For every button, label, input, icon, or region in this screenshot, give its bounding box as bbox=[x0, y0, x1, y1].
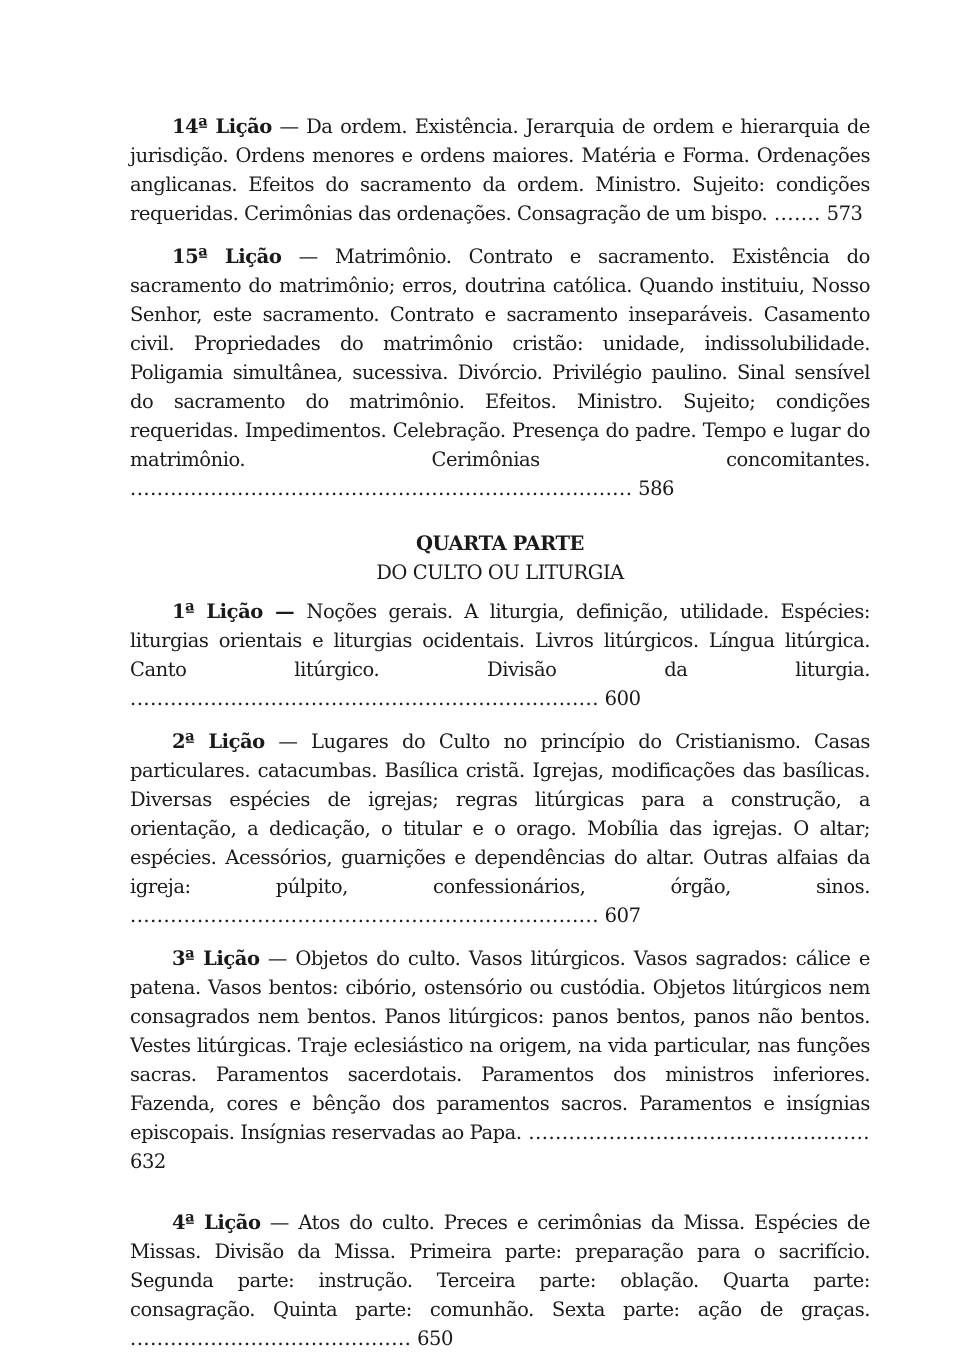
leader-dots: ...................................................................... bbox=[130, 687, 599, 710]
table-of-contents bbox=[130, 112, 870, 1367]
part-heading bbox=[130, 529, 870, 587]
leader-dots: ........................................................................... bbox=[130, 477, 633, 500]
toc-entry-15 bbox=[130, 242, 870, 503]
leader-dots: .......................................... bbox=[130, 1327, 412, 1350]
page-number: 650 bbox=[417, 1327, 453, 1350]
leader-dots: ....... bbox=[767, 202, 821, 225]
leader-dots: ...................................................................... bbox=[130, 904, 599, 927]
toc-entry-1 bbox=[130, 597, 870, 713]
lesson-text: Noções gerais. A liturgia, definição, utilidade. Espécies: liturgias orientais e liturgias ocidentais. Livros litúrgicos. Língua litúrgica. Canto litúrgico. Divisão da liturgia. bbox=[130, 600, 870, 681]
toc-entry-2 bbox=[130, 727, 870, 930]
page-number: 600 bbox=[604, 687, 641, 710]
lesson-number: 2ª Lição bbox=[172, 730, 265, 753]
lesson-text: Atos do culto. Preces e cerimônias da Missa. Espécies de Missas. Divisão da Missa. Primeira parte: preparação para o sacrifício. Segunda parte: instrução. Terceira parte: oblação. Quarta parte: consagração. Quinta parte: comunhão. Sexta parte: ação de graças. bbox=[130, 1211, 870, 1321]
lesson-number: 4ª Lição bbox=[172, 1211, 261, 1234]
lesson-dash: — bbox=[281, 245, 335, 268]
part-subtitle: DO CULTO OU LITURGIA bbox=[376, 561, 624, 584]
toc-entry-4 bbox=[130, 1208, 870, 1353]
lesson-text: Objetos do culto. Vasos litúrgicos. Vasos sagrados: cálice e patena. Vasos bentos: cibório, ostensório ou custódia. Objetos litúrgicos nem consagrados nem bentos. Panos litúrgicos: panos bentos, panos não bentos. Vestes litúrgicas. Traje eclesiástico na origem, na vida particular, nas funções sacras. Paramentos sacerdotais. Paramentos dos ministros inferiores. Fazenda, cores e bênção dos paramentos sacros. Paramentos e insígnias episcopais. Insígnias reservadas ao Papa. bbox=[130, 947, 870, 1144]
lesson-dash: — bbox=[264, 730, 312, 753]
page-number: 586 bbox=[638, 477, 675, 500]
lesson-number: 3ª Lição bbox=[172, 947, 260, 970]
lesson-text: Matrimônio. Contrato e sacramento. Existência do sacramento do matrimônio; erros, doutrina católica. Quando instituiu, Nosso Senhor, este sacramento. Contrato e sacramento inseparáveis. Casamento civil. Propriedades do matrimônio cristão: unidade, indissolubilidade. Poligamia simultânea, sucessiva. Divórcio. Privilégio paulino. Sinal sensível do sacramento do matrimônio. Efeitos. Ministro. Sujeito; condições requeridas. Impedimentos. Celebração. Presença do padre. Tempo e lugar do matrimônio. Cerimônias concomitantes. bbox=[130, 245, 870, 471]
leader-dots: ................................................... bbox=[521, 1121, 870, 1144]
lesson-number: 1ª Lição bbox=[172, 600, 263, 623]
toc-entry-14 bbox=[130, 112, 870, 228]
lesson-dash: — bbox=[260, 1211, 299, 1234]
part-title: QUARTA PARTE bbox=[416, 532, 584, 555]
lesson-text: Da ordem. Existência. Jerarquia de ordem e hierarquia de jurisdição. Ordens menores e ordens maiores. Matéria e Forma. Ordenações anglicanas. Efeitos do sacramento da ordem. Ministro. Sujeito: condições requeridas. Cerimônias das ordenações. Consagração de um bispo. bbox=[130, 115, 870, 225]
page-number: 607 bbox=[604, 904, 641, 927]
lesson-number: 15ª Lição bbox=[172, 245, 282, 268]
lesson-dash: — bbox=[259, 947, 296, 970]
page-number: 632 bbox=[130, 1150, 166, 1173]
lesson-dash: — bbox=[271, 115, 307, 138]
lesson-number: 14ª Lição bbox=[172, 115, 272, 138]
lesson-dash: — bbox=[262, 600, 307, 623]
toc-entry-3 bbox=[130, 944, 870, 1176]
page-number: 573 bbox=[826, 202, 863, 225]
lesson-text: Lugares do Culto no princípio do Cristianismo. Casas particulares. catacumbas. Basílica cristã. Igrejas, modificações das basílicas. Diversas espécies de igrejas; regras litúrgicas para a construção, a orientação, a dedicação, o titular e o orago. Mobília das igrejas. O altar; espécies. Acessórios, guarnições e dependências do altar. Outras alfaias da igreja: púlpito, confessionários, órgão, sinos. bbox=[130, 730, 870, 898]
